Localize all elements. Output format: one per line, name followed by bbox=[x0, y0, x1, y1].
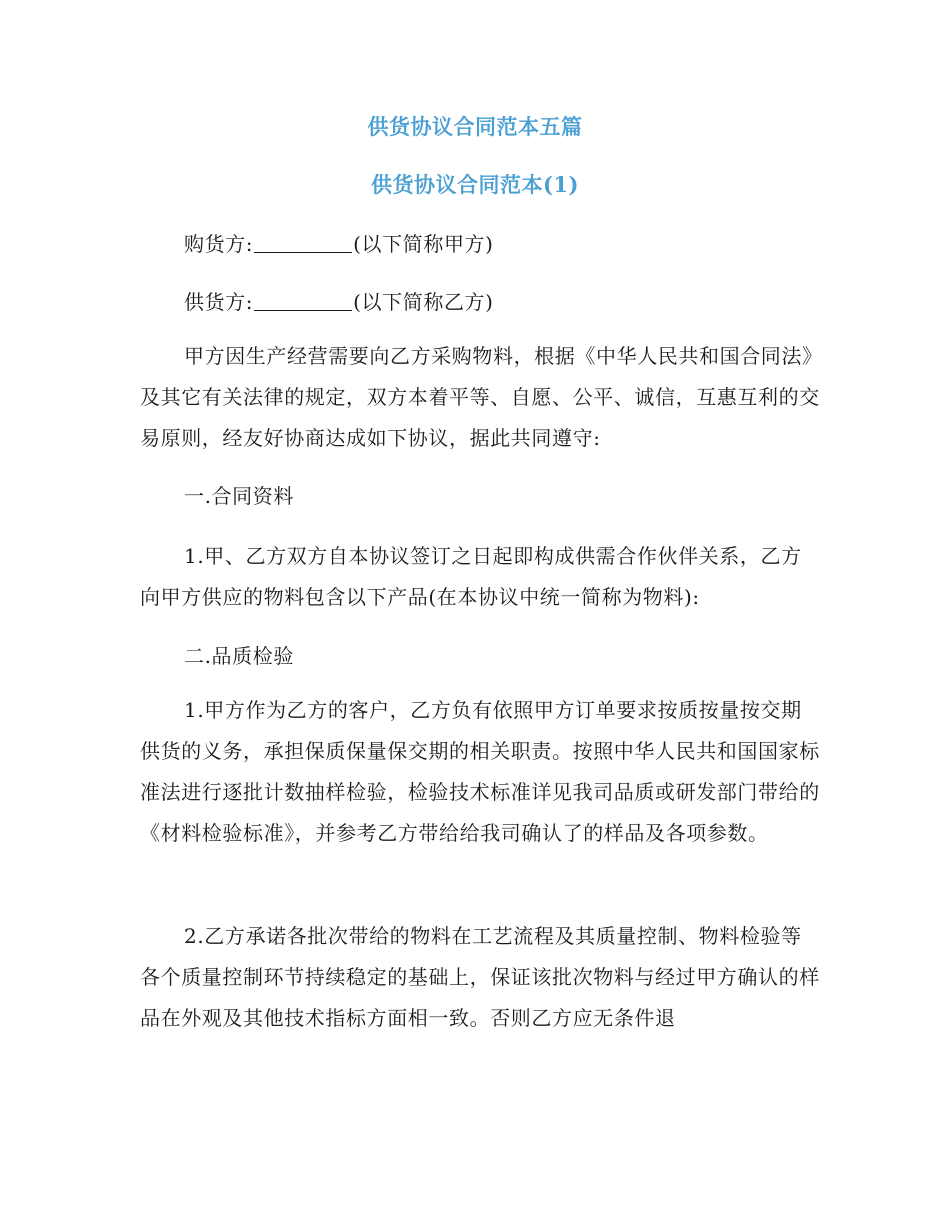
buyer-blank bbox=[254, 232, 352, 253]
preamble-paragraph: 甲方因生产经营需要向乙方采购物料，根据《中华人民共和国合同法》及其它有关法律的规定，双方本着平等、自愿、公平、诚信，互惠互利的交易原则，经友好协商达成如下协议，据此共同遵守: bbox=[140, 344, 820, 450]
supplier-label: 供货方: bbox=[184, 290, 254, 314]
supplier-line bbox=[140, 282, 820, 323]
section1-heading: 一.合同资料 bbox=[184, 484, 294, 508]
buyer-suffix: (以下简称甲方) bbox=[353, 232, 494, 256]
section1-item1: 1.甲、乙方双方自本协议签订之日起即构成供需合作伙伴关系，乙方向甲方供应的物料包含以下产品(在本协议中统一简称为物料): bbox=[140, 544, 802, 609]
document-title: 供货协议合同范本五篇 bbox=[367, 114, 583, 139]
buyer-line bbox=[140, 224, 820, 265]
section2-item1: 1.甲方作为乙方的客户，乙方负有依照甲方订单要求按质按量按交期供货的义务，承担保质保量保交期的相关职责。按照中华人民共和国国家标准法进行逐批计数抽样检验，检验技术标准详见我司品质或研发部门带给的《材料检验标准》，并参考乙方带给给我司确认了的样品及各项参数。 bbox=[140, 698, 820, 845]
buyer-label: 购货方: bbox=[184, 232, 254, 256]
supplier-blank bbox=[254, 290, 352, 311]
section2-item2: 2.乙方承诺各批次带给的物料在工艺流程及其质量控制、物料检验等各个质量控制环节持续稳定的基础上，保证该批次物料与经过甲方确认的样品在外观及其他技术指标方面相一致。否则乙方应无条件退 bbox=[140, 924, 820, 1030]
supplier-suffix: (以下简称乙方) bbox=[353, 290, 494, 314]
document-subtitle: 供货协议合同范本(1) bbox=[371, 172, 579, 197]
section2-heading: 二.品质检验 bbox=[184, 644, 294, 668]
